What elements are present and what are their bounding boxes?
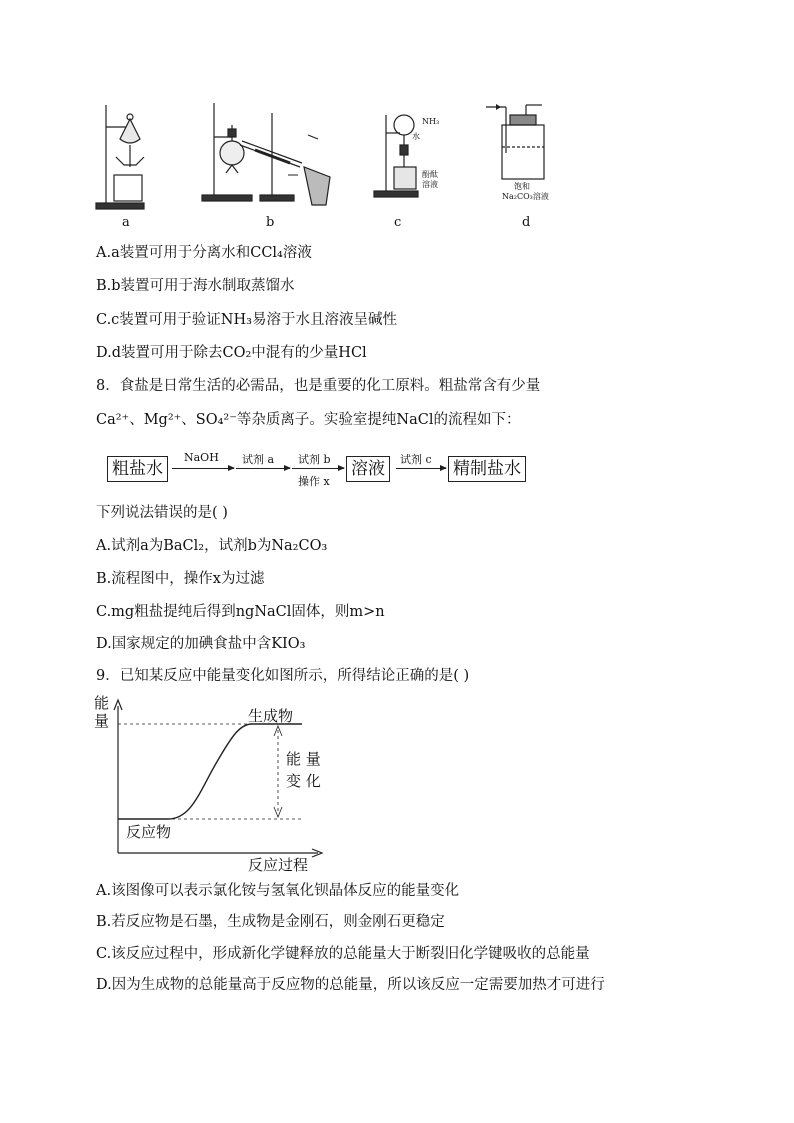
apparatus-label-c: c	[394, 215, 402, 230]
y-axis-label-1: 能	[94, 694, 110, 712]
y-axis-label-2: 量	[94, 712, 110, 730]
q8-option-d: D.国家规定的加碘食盐中含KIO₃	[96, 636, 306, 652]
q8-question: 下列说法错误的是( )	[96, 505, 228, 521]
x-axis-label: 反应过程	[248, 856, 309, 874]
flow-arrow-4	[396, 468, 446, 469]
reactant-label: 反应物	[126, 823, 172, 841]
apparatus-d-sat-label: 饱和	[514, 182, 530, 191]
q7-option-a: A.a装置可用于分离水和CCl₄溶液	[96, 245, 312, 261]
flow-operation-x: 操作 x	[298, 475, 330, 488]
apparatus-c-nh3-label: NH₃	[422, 117, 440, 126]
apparatus-c-water-label: 水	[412, 132, 420, 141]
q8-option-a: A.试剂a为BaCl₂，试剂b为Na₂CO₃	[96, 538, 328, 554]
apparatus-drawing	[90, 95, 570, 235]
q9-option-c: C.该反应过程中，形成新化学键释放的总能量大于断裂旧化学键吸收的总能量	[96, 946, 590, 962]
q8-option-b: B.流程图中，操作x为过滤	[96, 571, 265, 587]
apparatus-d-solution-label: Na₂CO₃溶液	[502, 192, 549, 201]
q7-option-b: B.b装置可用于海水制取蒸馏水	[96, 278, 295, 294]
flow-start-box: 粗盐水	[107, 456, 168, 482]
q9-option-b: B.若反应物是石墨，生成物是金刚石，则金刚石更稳定	[96, 914, 445, 930]
flow-reagent-c: 试剂 c	[400, 453, 432, 466]
flow-reagent-b: 试剂 b	[298, 453, 331, 466]
product-label: 生成物	[248, 707, 294, 725]
energy-change-label-2: 变 化	[286, 772, 321, 790]
q9-stem: 9．已知某反应中能量变化如图所示，所得结论正确的是( )	[96, 668, 470, 684]
flow-mid-box: 溶液	[346, 456, 390, 482]
flow-reagent-naoh: NaOH	[184, 451, 219, 464]
q9-option-d: D.因为生成物的总能量高于反应物的总能量，所以该反应一定需要加热才可进行	[96, 977, 605, 993]
flow-arrow-2	[236, 468, 290, 469]
apparatus-label-a: a	[122, 215, 130, 230]
energy-curve	[118, 724, 302, 819]
apparatus-c-phenol-label-2: 溶液	[422, 180, 438, 189]
q8-stem-line-1: 8．食盐是日常生活的必需品，也是重要的化工原料。粗盐常含有少量	[96, 378, 541, 394]
apparatus-figure	[90, 95, 570, 235]
flow-reagent-a: 试剂 a	[242, 453, 275, 466]
flow-arrow-3	[292, 468, 344, 469]
energy-diagram	[90, 690, 330, 875]
q7-option-d: D.d装置可用于除去CO₂中混有的少量HCl	[96, 345, 367, 361]
flow-end-box: 精制盐水	[448, 456, 526, 482]
q9-option-a: A.该图像可以表示氯化铵与氢氧化钡晶体反应的能量变化	[96, 883, 460, 899]
apparatus-c-phenol-label-1: 酚酞	[422, 170, 438, 179]
apparatus-label-b: b	[266, 215, 275, 230]
q8-option-c: C.mg粗盐提纯后得到ngNaCl固体，则m>n	[96, 604, 385, 620]
q7-option-c: C.c装置可用于验证NH₃易溶于水且溶液呈碱性	[96, 312, 397, 328]
energy-change-label-1: 能 量	[286, 750, 321, 768]
apparatus-label-d: d	[522, 215, 531, 230]
flow-arrow-1	[172, 468, 234, 469]
q8-stem-line-2: Ca²⁺、Mg²⁺、SO₄²⁻等杂质离子。实验室提纯NaCl的流程如下：	[96, 412, 521, 428]
